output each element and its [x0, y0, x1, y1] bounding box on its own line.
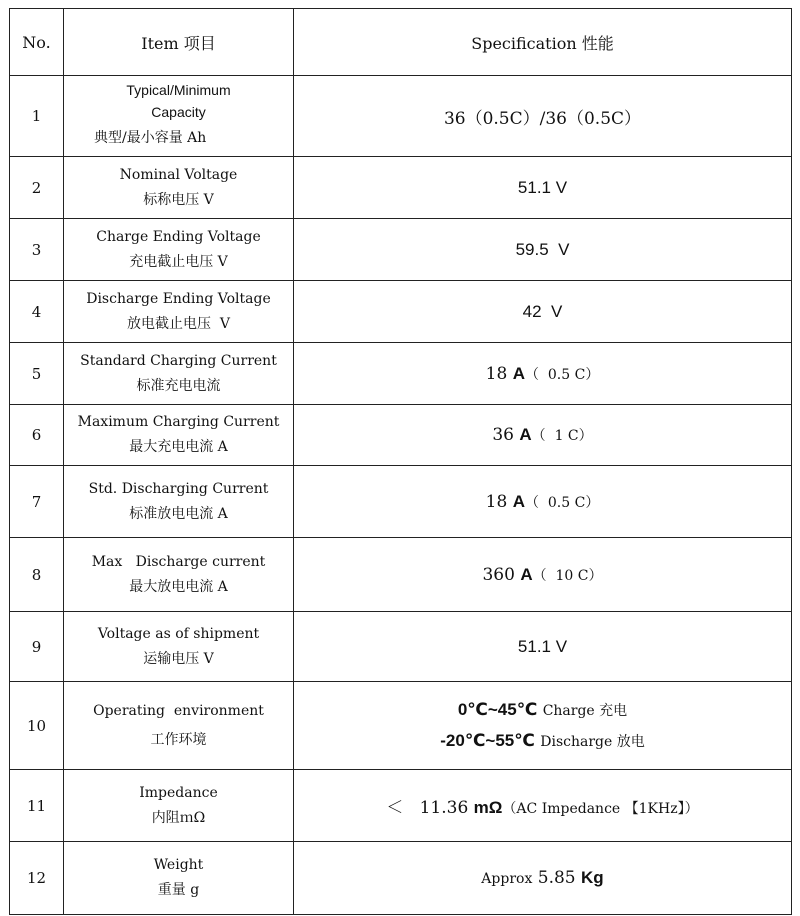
item-chinese: 工作环境 [150, 731, 207, 748]
spec-number: 18 [485, 363, 508, 384]
row-number: 3 [10, 219, 64, 281]
item-cell [64, 157, 294, 219]
row-number: 4 [10, 281, 64, 343]
table-row [10, 76, 792, 157]
table-row [10, 770, 792, 842]
item-english: Max Discharge current [91, 553, 266, 570]
discharge-temperature-range: -20℃~55℃ [440, 730, 535, 750]
item-chinese: 重量 g [157, 882, 200, 898]
item-english: Voltage as of shipment [97, 625, 260, 642]
item-cell [64, 343, 294, 405]
spec-value [294, 682, 792, 770]
spec-value: 51.1 V [294, 612, 792, 682]
spec-unit: A [512, 363, 525, 383]
item-english: Standard Charging Current [80, 352, 277, 369]
item-cell [64, 612, 294, 682]
spec-number: 36 [492, 425, 514, 445]
item-chinese: 最大放电电流 A [129, 578, 228, 595]
item-chinese: 运输电压 V [143, 650, 214, 667]
row-number: 1 [10, 76, 64, 157]
row-number: 11 [10, 770, 64, 842]
item-cell [64, 466, 294, 538]
item-cell [64, 538, 294, 612]
spec-unit: A [519, 425, 532, 444]
item-english: Charge Ending Voltage [96, 228, 261, 245]
spec-value: 36（0.5C）/36（0.5C） [294, 76, 792, 157]
spec-value [294, 842, 792, 915]
item-english-line-1: Typical/Minimum [126, 82, 231, 98]
spec-number: 18 [485, 491, 508, 512]
specification-table [9, 8, 792, 915]
charge-environment [298, 695, 787, 726]
item-english: Operating environment [93, 702, 264, 719]
item-chinese: 标称电压 V [143, 191, 214, 208]
item-english-line-2: Capacity [151, 104, 206, 120]
item-chinese: 充电截止电压 V [129, 253, 228, 270]
table-row [10, 842, 792, 915]
item-chinese: 最大充电电流 A [129, 439, 228, 455]
spec-value: 59.5 V [294, 219, 792, 281]
row-number: 2 [10, 157, 64, 219]
spec-value [294, 538, 792, 612]
spec-rate: （ 10 C） [532, 567, 603, 584]
item-chinese: 内阻ｍΩ [151, 809, 206, 826]
table-row [10, 157, 792, 219]
item-cell [64, 76, 294, 157]
item-cell [64, 770, 294, 842]
spec-rate: （ 1 C） [531, 428, 593, 444]
table-header-row [10, 9, 792, 76]
spec-value: 51.1 V [294, 157, 792, 219]
spec-value: 42 V [294, 281, 792, 343]
row-number: 12 [10, 842, 64, 915]
table-row [10, 281, 792, 343]
item-english: Std. Discharging Current [88, 480, 269, 497]
table-row [10, 466, 792, 538]
item-english: Nominal Voltage [119, 166, 238, 183]
table-row [10, 538, 792, 612]
spec-number: 5.85 [537, 868, 576, 888]
table-row [10, 405, 792, 466]
header-item: Item 项目 [64, 9, 294, 76]
row-number: 10 [10, 682, 64, 770]
item-cell [64, 219, 294, 281]
row-number: 6 [10, 405, 64, 466]
header-specification: Specification 性能 [294, 9, 792, 76]
table-row [10, 343, 792, 405]
item-english: Maximum Charging Current [77, 414, 280, 430]
item-cell [64, 281, 294, 343]
discharge-label: Discharge 放电 [540, 733, 645, 750]
table-row [10, 612, 792, 682]
row-number: 8 [10, 538, 64, 612]
spec-number: 360 [482, 564, 515, 585]
item-chinese: 标准放电电流 A [129, 505, 228, 522]
spec-value [294, 466, 792, 538]
header-no: No. [10, 9, 64, 76]
item-chinese: 典型/最小容量 Ah [94, 130, 207, 146]
item-cell [64, 682, 294, 770]
row-number: 5 [10, 343, 64, 405]
charge-label: Charge 充电 [542, 702, 628, 719]
table-row [10, 219, 792, 281]
impedance-note: （AC Impedance 【1KHz】） [502, 801, 699, 817]
spec-value [294, 405, 792, 466]
row-number: 9 [10, 612, 64, 682]
spec-rate: （ 0.5 C） [525, 494, 600, 511]
approx-label: Approx [481, 871, 533, 887]
spec-unit: A [520, 564, 533, 584]
item-english: Weight [153, 857, 204, 873]
spec-value [294, 343, 792, 405]
item-chinese: 放电截止电压 V [126, 315, 230, 332]
impedance-value: ＜ 11.36 [386, 798, 469, 818]
charge-temperature-range: 0℃~45℃ [457, 699, 538, 719]
item-cell [64, 842, 294, 915]
discharge-environment [298, 726, 787, 757]
item-english: Impedance [139, 784, 218, 801]
spec-value [294, 770, 792, 842]
item-cell [64, 405, 294, 466]
table-row [10, 682, 792, 770]
spec-unit: Kg [581, 868, 604, 887]
item-chinese: 标准充电电流 [136, 377, 221, 394]
spec-rate: （ 0.5 C） [525, 366, 600, 383]
spec-unit: A [512, 491, 525, 511]
row-number: 7 [10, 466, 64, 538]
item-english: Discharge Ending Voltage [86, 290, 271, 307]
spec-unit: mΩ [473, 798, 503, 817]
